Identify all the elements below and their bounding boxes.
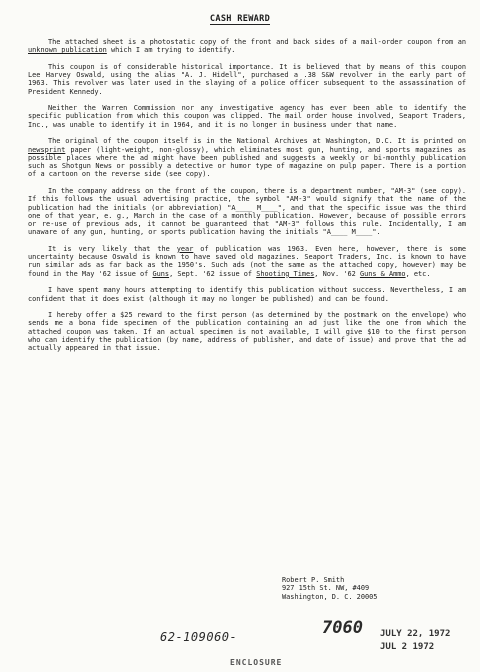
underlined-text: year — [176, 244, 194, 253]
body-paragraph — [28, 187, 466, 237]
body-paragraph — [28, 137, 466, 178]
paragraph-text: I have spent many hours attempting to identify this publication without success. Nevertheless, I am confident that it does exist (although it may no longer be published) and can be found. — [28, 286, 466, 303]
paragraph-text: In the company address on the front of the coupon, there is a department number, "AM-3" (see copy). If this follows the usual advertising practice, the symbol "AM-3" would signify that the name of the publication had the initials (or abbreviation) "A____ M____", and that the specific issue was the third one of that year, e. g., March in the case of a monthly publication. However, because of possible errors or re-use of previous ads, it cannot be guaranteed that "AM-3" follows this rule. Incidentally, I am unaware of any gun, hunting, or sports publication having the initials "A____ M____". — [28, 186, 466, 237]
body-paragraph — [28, 311, 466, 352]
paragraph-text: Neither the Warren Commission nor any investigative agency has ever been able to identify the specific publication from which this coupon was clipped. The mail order house involved, Seaport Traders, Inc., was unable to identify it in 1964, and it is no longer in business under that name. — [28, 104, 466, 129]
body-paragraph — [28, 63, 466, 96]
paragraph-text: The original of the coupon itself is in the National Archives at Washington, D.C. It is printed on — [48, 137, 466, 146]
underlined-text: Guns & Ammo — [359, 269, 406, 278]
paragraph-text: , Sept. '62 issue of — [169, 269, 257, 278]
received-stamp — [380, 628, 450, 654]
underlined-text: Guns — [152, 269, 170, 278]
paragraph-text: of publication was 1963. Even here, however, there is some uncertainty because Oswald is known to have saved old magazines. Seaport Traders, Inc. is known to have run similar ads as far back as the 1950's. Such ads (not the same as the attached copy, however) may be found in the May '62 issue of — [28, 244, 467, 278]
paragraph-text: which I am trying to identify. — [106, 46, 236, 55]
signature-block — [282, 576, 377, 601]
paragraph-text: It is very likely that the — [48, 244, 177, 253]
paragraph-text: The attached sheet is a photostatic copy of the front and back sides of a mail-order coupon from an — [48, 38, 466, 46]
handwritten-file-number: 62-109060- — [160, 630, 238, 644]
document-body — [28, 38, 466, 361]
paragraph-text: This coupon is of considerable historical importance. It is believed that by means of this coupon Lee Harvey Oswald, using the alias "A. J. Hidell", purchased a .38 S&W revolver in the early part of 1963. This revolver was later used in the slaying of a police officer subsequent to the assassination of President Kennedy. — [28, 62, 466, 96]
signature-city: Washington, D. C. 20005 — [282, 592, 378, 601]
underlined-text: Shooting Times — [256, 269, 315, 278]
document-title: CASH REWARD — [209, 14, 271, 24]
body-paragraph — [28, 286, 466, 303]
body-paragraph — [28, 104, 466, 129]
body-paragraph — [28, 38, 466, 55]
underlined-text: newsprint — [28, 145, 66, 154]
paragraph-text: I hereby offer a $25 reward to the first person (as determined by the postmark on the envelope) who sends me a bona fide specimen of the publication containing an ad just like the one from which the attached coupon was taken. If an actual specimen is not available, I will give $10 to the first person who can identify the publication (by name, address of publisher, and date of issue) and prove that the ad actually appeared in that issue. — [28, 311, 466, 353]
paragraph-text: paper (light-weight, non-glossy), which eliminates most gun, hunting, and sports magazines as possible places where the ad might have been published and suggests a weekly or bi-monthly publication such as Shotgun News or possibly a detective or humor type of magazine on pulp paper. There is a portion of a cartoon on the reverse side (see copy). — [28, 145, 466, 179]
paragraph-text: , etc. — [405, 269, 431, 278]
stamp-date-2: JUL 2 1972 — [380, 642, 435, 652]
handwritten-serial: 7060 — [322, 618, 363, 638]
stamp-date-1: JULY 22, 1972 — [380, 629, 451, 639]
enclosure-stamp: ENCLOSURE — [230, 658, 283, 667]
signature-street: 927 15th St. NW, #409 — [282, 584, 370, 593]
body-paragraph — [28, 245, 466, 278]
underlined-text: unknown publication — [28, 46, 107, 55]
signature-name: Robert P. Smith — [282, 576, 345, 584]
paragraph-text: , Nov. '62 — [314, 269, 360, 278]
